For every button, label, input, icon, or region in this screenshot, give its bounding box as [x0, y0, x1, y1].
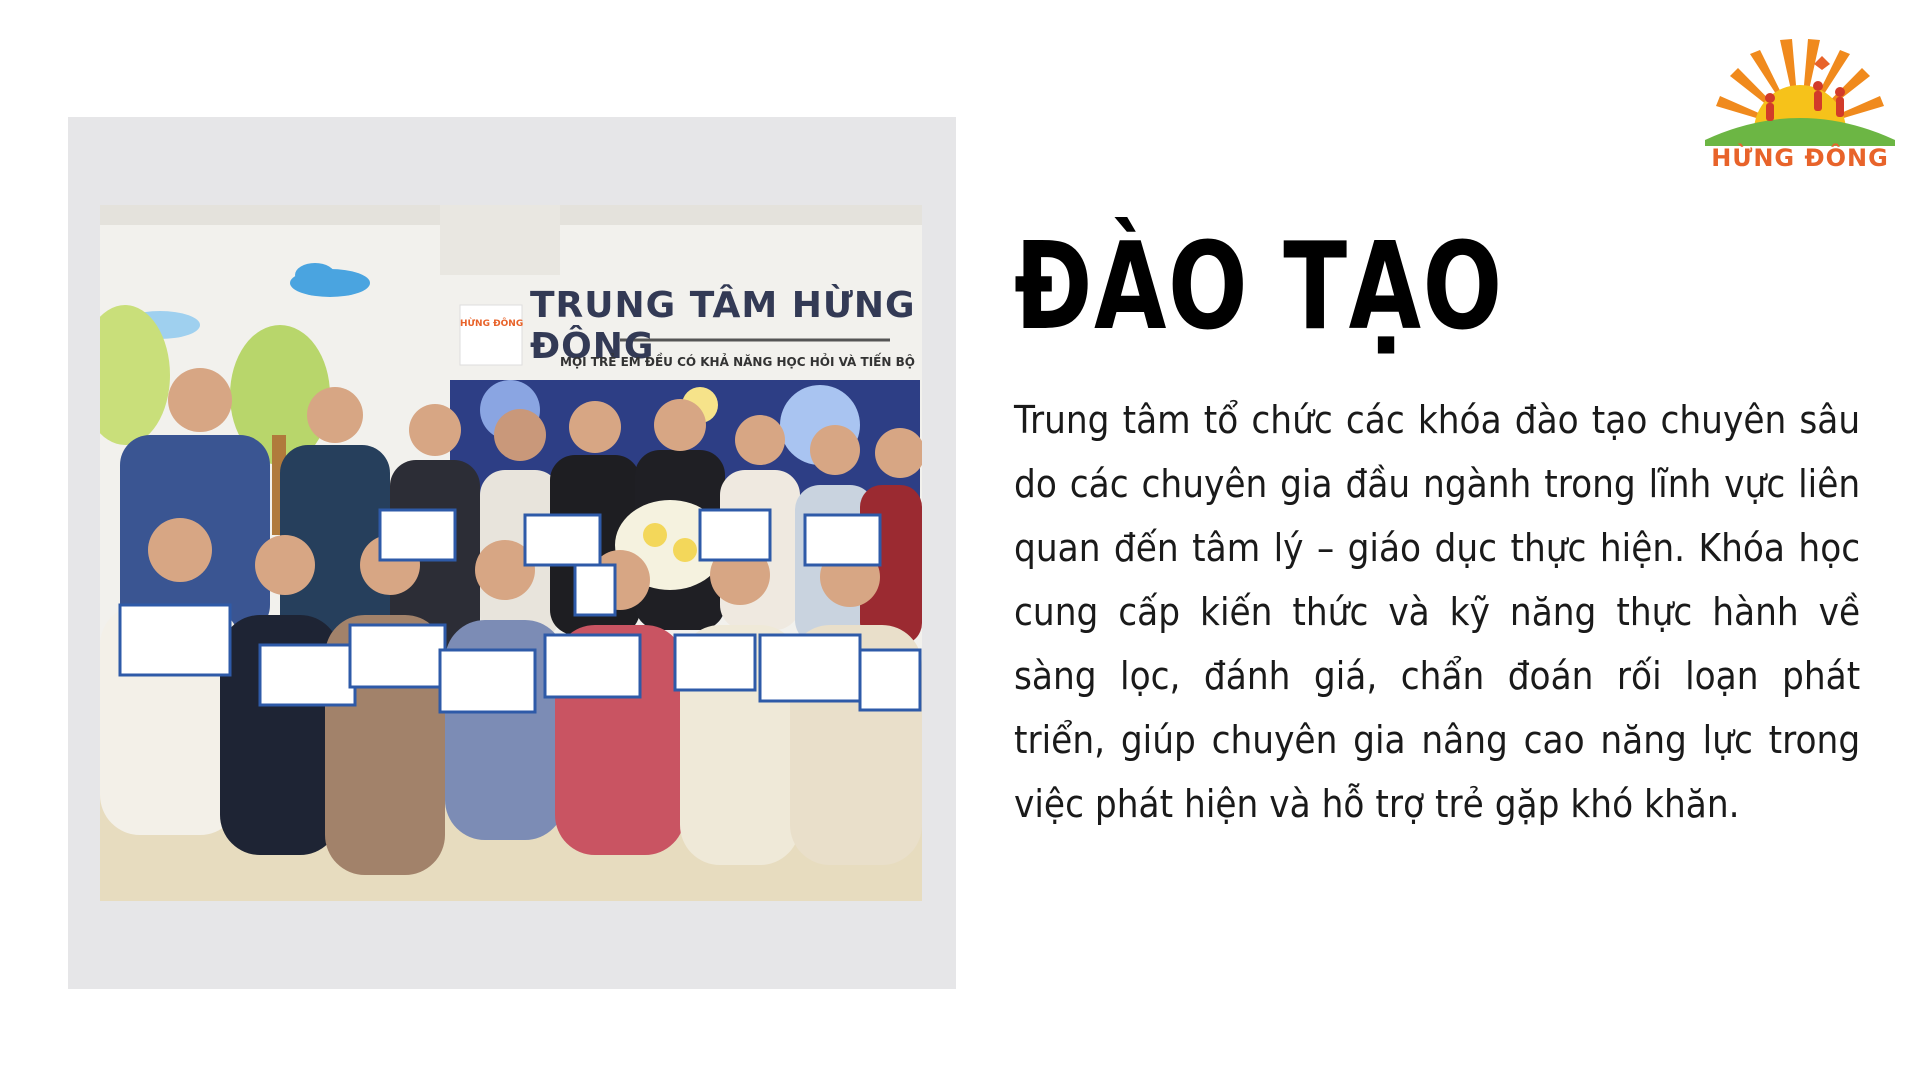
- photo-sign-subtitle: MỌI TRẺ EM ĐỀU CÓ KHẢ NĂNG HỌC HỎI VÀ TIẾN BỘ: [560, 355, 915, 369]
- section-title: ĐÀO TẠO: [1014, 218, 1504, 357]
- group-photo-image: [100, 205, 922, 901]
- photo-sign-title: TRUNG TÂM HỪNG ĐÔNG: [530, 285, 916, 367]
- logo-text: HỪNG ĐÔNG: [1711, 144, 1889, 172]
- photo-sign-logo-text: HỪNG ĐÔNG: [460, 319, 524, 329]
- sunrise-kids-logo-icon: [1700, 36, 1900, 146]
- photo-panel: [68, 117, 956, 989]
- section-body: Trung tâm tổ chức các khóa đào tạo chuyên sâu do các chuyên gia đầu ngành trong lĩnh vực liên quan đến tâm lý – giáo dục thực hiện. Khóa học cung cấp kiến thức và kỹ năng thực hành về sàng lọc, đánh giá, chẩn đoán rối loạn phát triển, giúp chuyên gia nâng cao năng lực trong việc phát hiện và hỗ trợ trẻ gặp khó khăn.: [1014, 398, 1861, 826]
- brand-logo: [1700, 36, 1900, 176]
